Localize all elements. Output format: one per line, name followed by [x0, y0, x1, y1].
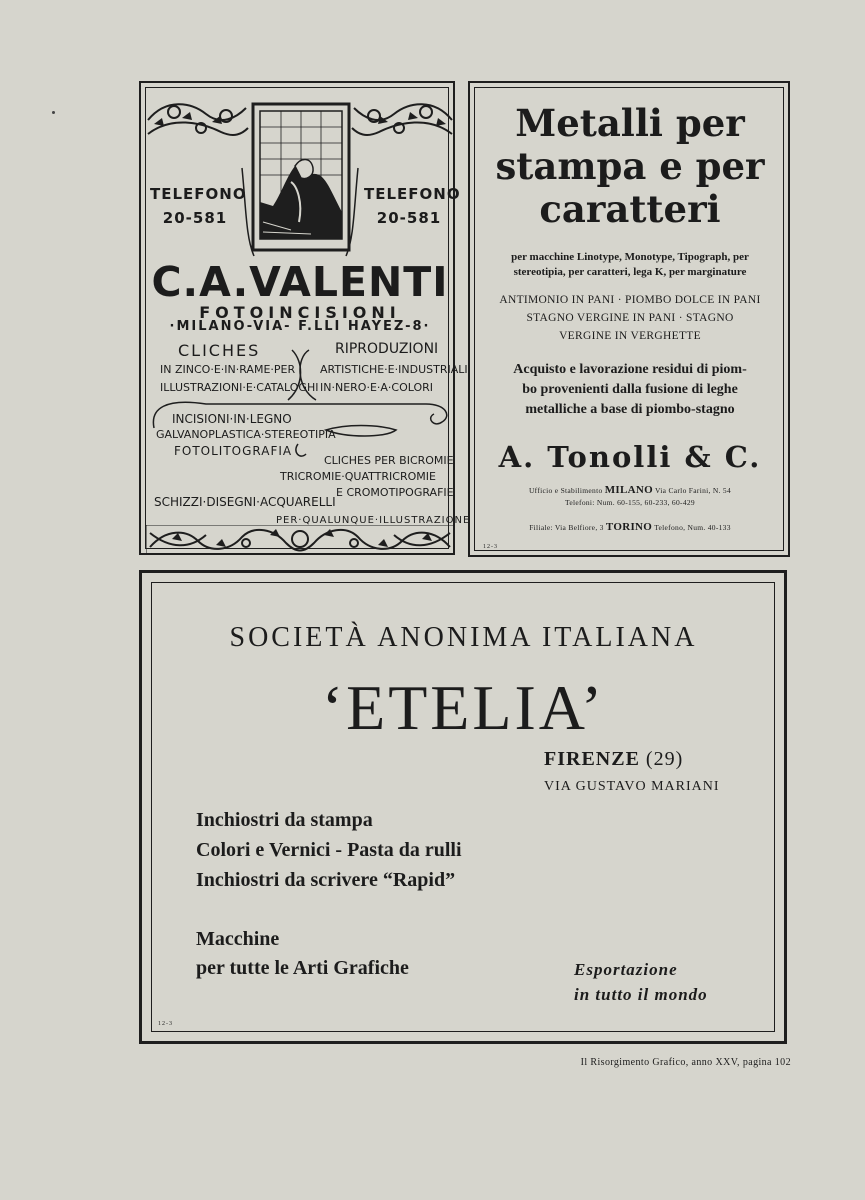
telephone-left-label: TELEFONO	[150, 185, 247, 203]
etelia-export-line-2: in tutto il mondo	[574, 985, 708, 1004]
valenti-inner-frame	[145, 87, 471, 549]
bicromie-line-2: TRICROMIE·QUATTRICROMIE	[280, 470, 436, 483]
tonolli-branch-prefix: Filiale: Via Belfiore, 3	[529, 523, 604, 532]
valenti-advertisement	[139, 81, 471, 555]
etelia-product-line-5: per tutte le Arti Grafiche	[196, 957, 409, 979]
incisioni-line-3: FOTOLITOGRAFIA	[174, 444, 293, 458]
valenti-floral-footer	[146, 525, 454, 554]
etelia-product-line-4: Macchine	[196, 928, 280, 950]
etelia-export-line-1: Esportazione	[574, 960, 678, 979]
telephone-right	[364, 182, 461, 230]
qualunque-line: PER·QUALUNQUE·ILLUSTRAZIONE	[276, 515, 471, 526]
valenti-company-name: C.A.VALENTI	[151, 258, 449, 306]
window-woman-illustration	[251, 102, 351, 252]
telephone-right-number: 20-581	[376, 209, 442, 227]
bicromie-line-1: CLICHES PER BICROMIE	[324, 454, 454, 467]
telephone-right-label: TELEFONO	[364, 185, 461, 203]
tonolli-description	[489, 250, 771, 280]
etelia-product-line-1: Inchiostri da stampa	[196, 809, 373, 831]
tonolli-products-line-2: STAGNO VERGINE IN PANI · STAGNO	[526, 312, 734, 324]
metalli-headline-line-3: caratteri	[539, 187, 721, 231]
etelia-plate-code: 12-3	[158, 1021, 173, 1027]
tonolli-office-suffix: Via Carlo Farini, N. 54	[655, 486, 732, 495]
incisioni-line-2: GALVANOPLASTICA·STEREOTIPIA	[156, 428, 336, 441]
riproduzioni-line-1: ARTISTICHE·E·INDUSTRIALI	[320, 363, 468, 376]
metalli-headline-line-2: stampa e per	[495, 144, 765, 188]
valenti-address: ·MILANO-VIA- F.LLI HAYEZ-8·	[169, 319, 431, 334]
etelia-company-name: ‘ETELIA’	[321, 672, 606, 743]
tonolli-products-line-3: VERGINE IN VERGHETTE	[559, 330, 701, 342]
tonolli-description-line-1: per macchine Linotype, Monotype, Tipograph, per	[511, 251, 749, 263]
riproduzioni-title: RIPRODUZIONI	[335, 341, 439, 357]
telephone-left	[150, 182, 247, 230]
telephone-left-number: 20-581	[162, 209, 228, 227]
tonolli-branch-suffix: Telefono, Num. 40-133	[654, 523, 731, 532]
cliches-line-2: ILLUSTRAZIONI·E·CATALOGHI	[160, 381, 319, 394]
etelia-city-number: (29)	[645, 748, 684, 770]
tonolli-office-city: MILANO	[604, 484, 653, 496]
tonolli-acquisto-line-3: metalliche a base di piombo-stagno	[525, 402, 735, 417]
tonolli-branch-city: TORINO	[605, 521, 653, 533]
etelia-city	[544, 748, 683, 771]
tonolli-description-line-2: stereotipia, per caratteri, lega K, per marginature	[513, 266, 747, 278]
tonolli-acquisto-line-2: bo provenienti dalla fusione di leghe	[522, 382, 738, 397]
tonolli-plate-code: 12-3	[483, 544, 498, 550]
etelia-product-line-3: Inchiostri da scrivere “Rapid”	[196, 869, 456, 891]
bicromie-line-3: E CROMOTIPOGRAFIE	[336, 486, 454, 499]
tonolli-products-line-1: ANTIMONIO IN PANI · PIOMBO DOLCE IN PANI	[499, 294, 761, 306]
tonolli-company-name: A. Tonolli & C.	[498, 440, 762, 474]
etelia-advertisement	[139, 570, 787, 1044]
cliches-title: CLICHES	[178, 341, 261, 360]
metalli-headline-line-1: Metalli per	[515, 101, 745, 145]
schizzi-line: SCHIZZI·DISEGNI·ACQUARELLI	[154, 495, 336, 509]
tonolli-advertisement	[468, 81, 790, 557]
etelia-product-line-2: Colori e Vernici - Pasta da rulli	[196, 839, 462, 861]
etelia-inner-frame	[151, 582, 775, 1032]
incisioni-line-1: INCISIONI·IN·LEGNO	[172, 412, 292, 426]
tonolli-office-prefix: Ufficio e Stabilimento	[528, 486, 603, 495]
tonolli-branch-address	[475, 521, 785, 533]
metalli-headline	[475, 102, 785, 231]
page-footer: Il Risorgimento Grafico, anno XXV, pagina 102	[580, 1057, 791, 1068]
tonolli-acquisto-text	[489, 360, 771, 420]
tonolli-inner-frame	[474, 87, 784, 551]
tonolli-acquisto-line-1: Acquisto e lavorazione residui di piom-	[513, 362, 747, 377]
margin-speck	[52, 111, 55, 114]
etelia-city-name: FIRENZE	[544, 748, 640, 770]
valenti-subtitle: FOTOINCISIONI	[199, 303, 401, 322]
etelia-society-heading: SOCIETÀ ANONIMA ITALIANA	[229, 622, 698, 653]
tonolli-phones: Telefoni: Num. 60-155, 60-233, 60-429	[565, 498, 695, 507]
etelia-street: VIA GUSTAVO MARIANI	[544, 779, 720, 794]
riproduzioni-line-2: IN·NERO·E·A·COLORI	[320, 381, 434, 394]
tonolli-office-address	[475, 484, 785, 496]
cliches-line-1: IN ZINCO·E·IN·RAME·PER	[160, 363, 296, 376]
